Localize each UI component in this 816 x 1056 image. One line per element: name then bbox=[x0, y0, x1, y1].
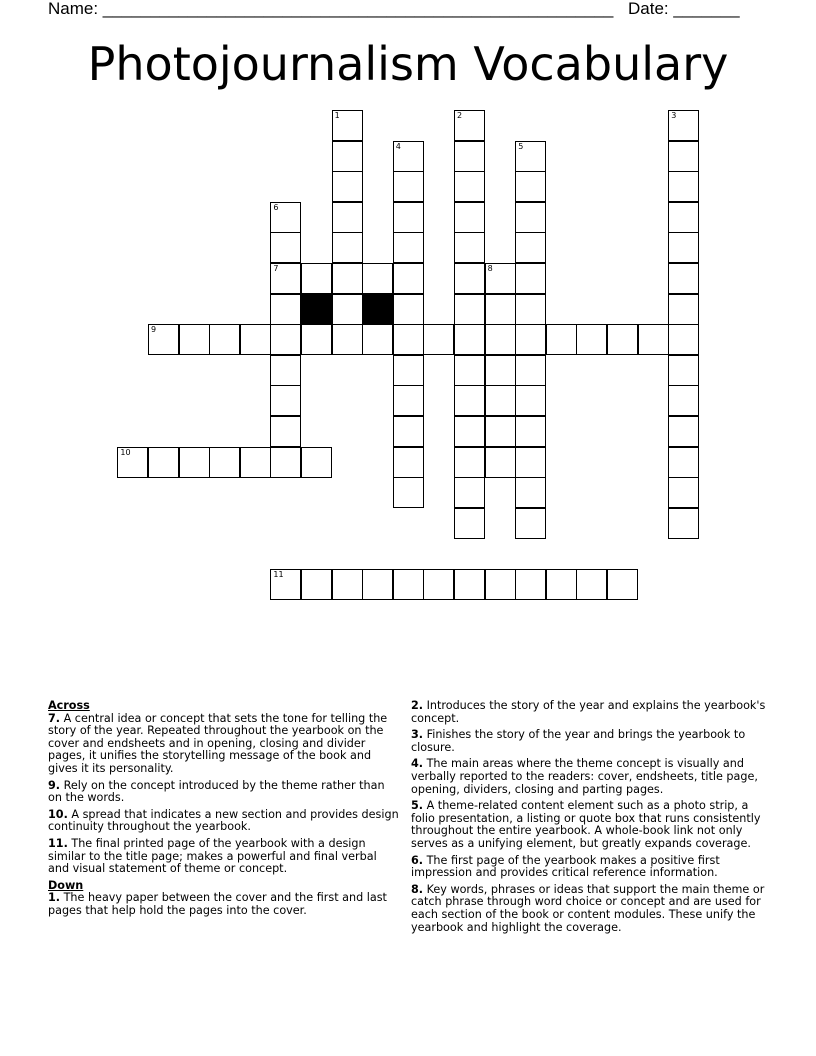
grid-cell[interactable] bbox=[515, 477, 546, 508]
grid-cell[interactable] bbox=[270, 447, 301, 478]
grid-cell[interactable] bbox=[332, 324, 363, 355]
grid-cell[interactable] bbox=[332, 202, 363, 233]
clue-item-text: A theme-related content element such as a photo strip, a folio presentation, a listing or quote box that runs consistently throughout the entire yearbook. A whole-book link not only serves as a unifying element, but greatly expands coverage. bbox=[411, 799, 761, 850]
grid-cell[interactable] bbox=[270, 263, 301, 294]
clue-item bbox=[411, 855, 767, 880]
clue-item-number: 9. bbox=[48, 778, 61, 792]
grid-cell[interactable] bbox=[668, 416, 699, 447]
grid-cell[interactable] bbox=[270, 202, 301, 233]
name-label: Name: ______________________________________________________ bbox=[48, 0, 614, 18]
grid-cell[interactable] bbox=[668, 141, 699, 172]
grid-cell[interactable] bbox=[668, 294, 699, 325]
grid-cell[interactable] bbox=[576, 569, 607, 600]
grid-cell[interactable] bbox=[454, 110, 485, 141]
grid-cell[interactable] bbox=[515, 416, 546, 447]
clue-item bbox=[48, 780, 400, 805]
grid-cell[interactable] bbox=[423, 324, 454, 355]
grid-cell[interactable] bbox=[362, 569, 393, 600]
grid-cell[interactable] bbox=[301, 447, 332, 478]
grid-cell[interactable] bbox=[270, 569, 301, 600]
date-label: Date: _______ bbox=[628, 0, 740, 18]
grid-cell[interactable] bbox=[393, 416, 424, 447]
grid-cell[interactable] bbox=[240, 447, 271, 478]
grid-cell[interactable] bbox=[362, 263, 393, 294]
grid-cell[interactable] bbox=[485, 355, 516, 386]
clue-item-text: Key words, phrases or ideas that support the main theme or catch phrase through word choice or concept and are used for each section of the book or content modules. These unify the yearbook and highlight the coverage. bbox=[411, 882, 765, 934]
grid-cell[interactable] bbox=[454, 416, 485, 447]
clue-item-number: 2. bbox=[411, 699, 424, 712]
grid-cell[interactable] bbox=[332, 171, 363, 202]
grid-cell[interactable] bbox=[454, 508, 485, 539]
grid-cell[interactable] bbox=[515, 263, 546, 294]
grid-cell[interactable] bbox=[668, 324, 699, 355]
clue-item bbox=[48, 713, 400, 776]
grid-cell[interactable] bbox=[270, 232, 301, 263]
grid-cell[interactable] bbox=[515, 202, 546, 233]
grid-cell[interactable] bbox=[454, 294, 485, 325]
grid-cell[interactable] bbox=[301, 324, 332, 355]
clue-item-text: The first page of the yearbook makes a positive first impression and provides critical reference information. bbox=[411, 853, 720, 880]
clue-item-number: 3. bbox=[411, 728, 424, 742]
grid-cell[interactable] bbox=[454, 232, 485, 263]
grid-cell[interactable] bbox=[546, 324, 577, 355]
grid-cell[interactable] bbox=[668, 263, 699, 294]
grid-cell[interactable] bbox=[454, 141, 485, 172]
grid-cell[interactable] bbox=[668, 385, 699, 416]
clue-item-text: A spread that indicates a new section and provides design continuity throughout the yearbook. bbox=[48, 807, 399, 834]
grid-cell[interactable] bbox=[607, 569, 638, 600]
clue-item-text: Rely on the concept introduced by the theme rather than on the words. bbox=[48, 778, 385, 805]
grid-cell[interactable] bbox=[668, 202, 699, 233]
grid-cell[interactable] bbox=[576, 324, 607, 355]
grid-block-cell bbox=[301, 294, 332, 325]
grid-cell[interactable] bbox=[454, 385, 485, 416]
grid-cell[interactable] bbox=[515, 324, 546, 355]
grid-cell[interactable] bbox=[332, 141, 363, 172]
down-clue-list-right bbox=[411, 700, 767, 934]
clue-item-text: Finishes the story of the year and brings the yearbook to closure. bbox=[411, 728, 746, 754]
grid-cell[interactable] bbox=[332, 569, 363, 600]
grid-cell[interactable] bbox=[393, 232, 424, 263]
grid-cell[interactable] bbox=[393, 355, 424, 386]
grid-cell[interactable] bbox=[332, 263, 363, 294]
clue-item-number: 10. bbox=[48, 807, 68, 821]
clue-item bbox=[411, 758, 767, 796]
grid-cell[interactable] bbox=[515, 141, 546, 172]
clue-item bbox=[411, 700, 767, 725]
clue-item-number: 8. bbox=[411, 882, 424, 896]
grid-cell[interactable] bbox=[148, 324, 179, 355]
across-heading: Across bbox=[48, 699, 90, 712]
clue-item bbox=[48, 892, 400, 917]
grid-cell[interactable] bbox=[515, 294, 546, 325]
grid-cell[interactable] bbox=[240, 324, 271, 355]
down-heading: Down bbox=[48, 878, 84, 892]
grid-cell[interactable] bbox=[270, 355, 301, 386]
grid-cell[interactable] bbox=[515, 355, 546, 386]
page-title: Photojournalism Vocabulary bbox=[87, 37, 729, 91]
grid-cell[interactable] bbox=[454, 202, 485, 233]
grid-cell[interactable] bbox=[332, 294, 363, 325]
grid-cell[interactable] bbox=[638, 324, 669, 355]
grid-cell[interactable] bbox=[485, 385, 516, 416]
clue-item-number: 1. bbox=[48, 891, 61, 905]
grid-cell[interactable] bbox=[393, 263, 424, 294]
grid-cell[interactable] bbox=[485, 324, 516, 355]
grid-cell[interactable] bbox=[393, 569, 424, 600]
grid-cell[interactable] bbox=[454, 477, 485, 508]
grid-cell[interactable] bbox=[515, 447, 546, 478]
clue-item bbox=[411, 729, 767, 754]
grid-cell[interactable] bbox=[179, 447, 210, 478]
grid-cell[interactable] bbox=[515, 385, 546, 416]
grid-cell[interactable] bbox=[117, 447, 148, 478]
grid-cell[interactable] bbox=[668, 477, 699, 508]
grid-cell[interactable] bbox=[546, 569, 577, 600]
grid-cell[interactable] bbox=[454, 447, 485, 478]
clue-number: 8 bbox=[487, 264, 493, 273]
clue-item-text: The main areas where the theme concept is visually and verbally reported to the readers: cover, endsheets, title page, opening, dividers, closing and parting pages. bbox=[411, 757, 758, 796]
clue-item-number: 4. bbox=[411, 757, 424, 771]
grid-cell[interactable] bbox=[301, 569, 332, 600]
grid-cell[interactable] bbox=[332, 232, 363, 263]
clue-number: 2 bbox=[457, 111, 463, 120]
grid-cell[interactable] bbox=[209, 324, 240, 355]
grid-cell[interactable] bbox=[209, 447, 240, 478]
grid-cell[interactable] bbox=[454, 263, 485, 294]
across-clue-list bbox=[48, 713, 400, 876]
clue-number: 3 bbox=[671, 111, 677, 120]
grid-cell[interactable] bbox=[668, 508, 699, 539]
grid-cell[interactable] bbox=[270, 416, 301, 447]
grid-cell[interactable] bbox=[393, 385, 424, 416]
grid-cell[interactable] bbox=[454, 171, 485, 202]
grid-cell[interactable] bbox=[668, 447, 699, 478]
clues-left-column bbox=[48, 700, 400, 922]
grid-cell[interactable] bbox=[148, 447, 179, 478]
grid-cell[interactable] bbox=[485, 263, 516, 294]
grid-cell[interactable] bbox=[270, 324, 301, 355]
grid-cell[interactable] bbox=[423, 569, 454, 600]
grid-cell[interactable] bbox=[362, 324, 393, 355]
clue-item-number: 7. bbox=[48, 711, 61, 725]
clue-item bbox=[48, 838, 400, 876]
clue-item-number: 5. bbox=[411, 799, 424, 813]
grid-cell[interactable] bbox=[668, 171, 699, 202]
clue-number: 5 bbox=[518, 141, 524, 151]
clues-right-column bbox=[411, 700, 767, 938]
grid-cell[interactable] bbox=[301, 263, 332, 294]
grid-cell[interactable] bbox=[668, 232, 699, 263]
clue-number: 11 bbox=[273, 570, 284, 579]
grid-cell[interactable] bbox=[454, 355, 485, 386]
grid-cell[interactable] bbox=[668, 110, 699, 141]
grid-cell[interactable] bbox=[393, 477, 424, 508]
grid-cell[interactable] bbox=[454, 569, 485, 600]
grid-cell[interactable] bbox=[607, 324, 638, 355]
clue-item-text: The heavy paper between the cover and the first and last pages that help hold the pages into the cover. bbox=[48, 891, 387, 917]
grid-cell[interactable] bbox=[515, 232, 546, 263]
grid-cell[interactable] bbox=[515, 569, 546, 600]
clue-number: 4 bbox=[395, 141, 401, 151]
clue-item-text: The final printed page of the yearbook with a design similar to the title page; makes a powerful and final verbal and visual statement of theme or concept. bbox=[48, 836, 377, 876]
grid-cell[interactable] bbox=[485, 447, 516, 478]
clue-item bbox=[48, 809, 400, 834]
clue-item-text: A central idea or concept that sets the tone for telling the story of the year. Repeated throughout the yearbook on the cover and endsheets and in opening, closing and divider pages, it unifies the storytelling message of the book and gives it its personality. bbox=[48, 711, 388, 775]
grid-cell[interactable] bbox=[179, 324, 210, 355]
grid-cell[interactable] bbox=[454, 324, 485, 355]
clue-number: 1 bbox=[334, 111, 340, 120]
clue-item-number: 6. bbox=[411, 853, 424, 867]
down-clue-list-left bbox=[48, 892, 400, 917]
grid-cell[interactable] bbox=[393, 141, 424, 172]
grid-cell[interactable] bbox=[485, 569, 516, 600]
grid-cell[interactable] bbox=[393, 171, 424, 202]
grid-cell[interactable] bbox=[515, 171, 546, 202]
grid-cell[interactable] bbox=[270, 385, 301, 416]
grid-cell[interactable] bbox=[485, 294, 516, 325]
grid-cell[interactable] bbox=[393, 294, 424, 325]
clue-number: 7 bbox=[273, 264, 279, 273]
clue-number: 10 bbox=[120, 447, 131, 457]
clue-item bbox=[411, 800, 767, 850]
grid-cell[interactable] bbox=[485, 416, 516, 447]
clue-number: 9 bbox=[151, 325, 157, 335]
clue-item-number: 11. bbox=[48, 836, 68, 850]
grid-cell[interactable] bbox=[393, 202, 424, 233]
clue-number: 6 bbox=[273, 202, 279, 212]
grid-cell[interactable] bbox=[668, 355, 699, 386]
clue-item bbox=[411, 884, 767, 934]
grid-cell[interactable] bbox=[393, 324, 424, 355]
grid-cell[interactable] bbox=[393, 447, 424, 478]
grid-cell[interactable] bbox=[332, 110, 363, 141]
clue-item-text: Introduces the story of the year and explains the yearbook's concept. bbox=[411, 699, 766, 725]
grid-cell[interactable] bbox=[515, 508, 546, 539]
grid-block-cell bbox=[362, 294, 393, 325]
grid-cell[interactable] bbox=[270, 294, 301, 325]
